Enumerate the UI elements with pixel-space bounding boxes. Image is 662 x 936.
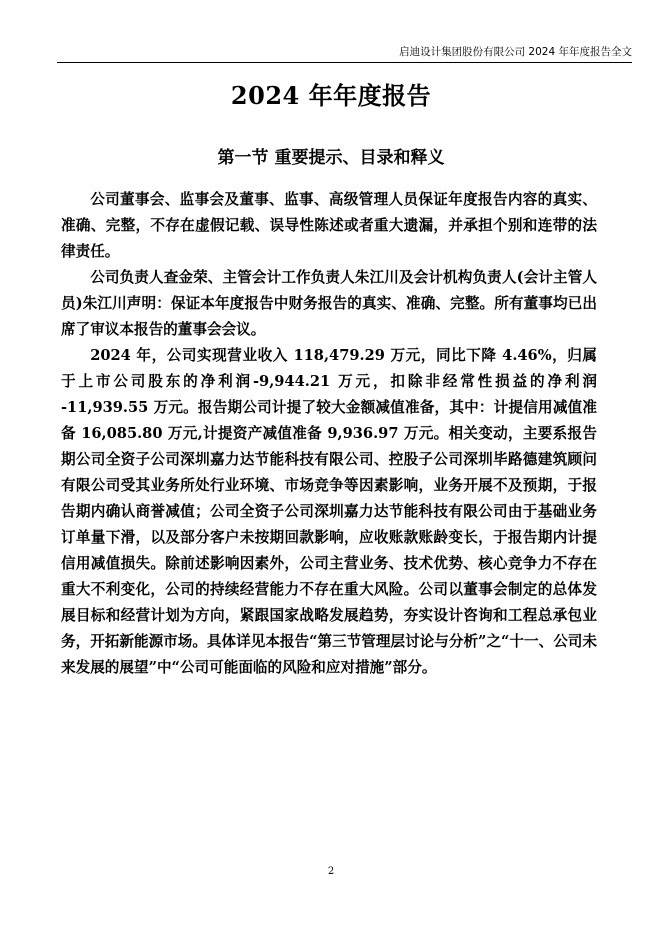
paragraph-responsibility-statement: 公司负责人查金荣、主管会计工作负责人朱江川及会计机构负责人(会计主管人员)朱江川声明：保证本年度报告中财务报告的真实、准确、完整。所有董事均已出席了审议本报告的董事会会议。 <box>61 269 597 338</box>
page-number: 2 <box>327 866 335 877</box>
paragraph-disclaimer: 公司董事会、监事会及董事、监事、高级管理人员保证年度报告内容的真实、准确、完整，不存在虚假记载、误导性陈述或者重大遗漏，并承担个别和连带的法律责任。 <box>61 191 597 260</box>
running-header: 启迪设计集团股份有限公司 2024 年年度报告全文 <box>399 46 632 58</box>
section-title: 第一节 重要提示、目录和释义 <box>217 148 445 168</box>
header-divider <box>57 62 632 63</box>
document-title: 2024 年年度报告 <box>230 81 432 110</box>
body-text <box>61 187 597 681</box>
paragraph-performance-summary: 2024 年，公司实现营业收入 118,479.29 万元，同比下降 4.46%，归属于上市公司股东的净利润-9,944.21 万元，扣除非经常性损益的净利润 -11,939.55 万元。报告期公司计提了较大金额减值准备，其中：计提信用减值准备 16,085.80 万元,计提资产减值准备 9,936.97 万元。相关变动，主要系报告期公司全资子公司深圳嘉力达节能科技有限公司、控股子公司深圳毕路德建筑顾问有限公司受其业务所处行业环境、市场竞争等因素影响，业务开展不及预期，于报告期内确认商誉减值；公司全资子公司深圳嘉力达节能科技有限公司由于基础业务订单量下滑，以及部分客户未按期回款影响，应收账款账龄变长，于报告期内计提信用减值损失。除前述影响因素外，公司主营业务、技术优势、核心竞争力不存在重大不利变化，公司的持续经营能力不存在重大风险。公司以董事会制定的总体发展目标和经营计划为方向，紧跟国家战略发展趋势，夯实设计咨询和工程总承包业务，开拓新能源市场。具体详见本报告“第三节管理层讨论与分析”之“十一、公司未来发展的展望”中“公司可能面临的风险和应对措施”部分。 <box>61 347 597 676</box>
